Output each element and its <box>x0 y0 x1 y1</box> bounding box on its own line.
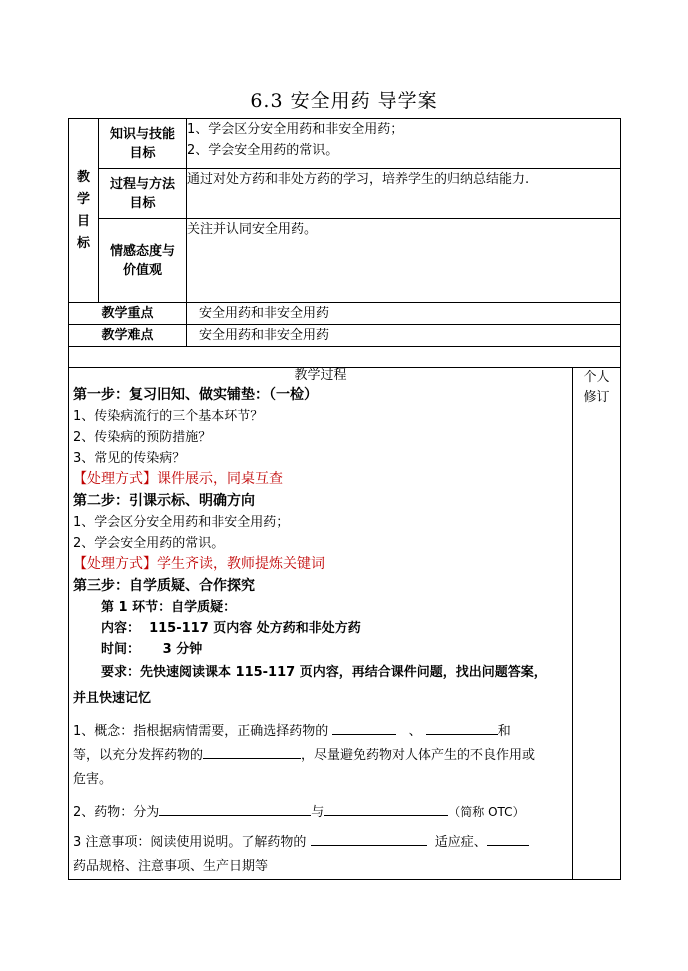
answer-blank[interactable] <box>487 831 529 846</box>
answer-blank[interactable] <box>159 801 311 816</box>
method-tag: 【处理方式】 <box>73 556 157 572</box>
objectives-group-label: 教 学 目 标 <box>69 119 99 303</box>
key-point-row <box>69 303 621 325</box>
key-point-value: 安全用药和非安全用药 <box>187 303 621 325</box>
step1-title: 第一步：复习旧知、做实铺垫：（一检） <box>73 387 318 403</box>
question-3-cont: 药品规格、注意事项、生产日期等 <box>73 859 269 874</box>
objective-label-emotion: 情感态度与 价值观 <box>99 219 187 303</box>
step3-requirement-cont: 并且快速记忆 <box>73 691 152 706</box>
process-cell <box>69 368 573 880</box>
question-3: 3 注意事项：阅读使用说明。了解药物的 适应症、 <box>69 831 572 855</box>
step1-item: 1、传染病流行的三个基本环节？ <box>73 409 264 424</box>
method-tag: 【处理方式】 <box>73 471 157 487</box>
method-text: 课件展示，同桌互查 <box>157 471 283 487</box>
answer-blank[interactable] <box>311 831 427 846</box>
answer-blank[interactable] <box>203 744 301 759</box>
step3-subtitle: 第 1 环节：自学质疑： <box>101 600 237 615</box>
question-1-end: 危害。 <box>73 772 113 787</box>
step3-requirement: 要求：先快速阅读课本 115-117 页内容，再结合课件问题，找出问题答案， <box>101 665 547 680</box>
step2-title: 第二步：引课示标、明确方向 <box>73 493 255 509</box>
step2-method <box>69 554 572 575</box>
difficulty-value: 安全用药和非安全用药 <box>187 325 621 347</box>
objective-label-process: 过程与方法 目标 <box>99 169 187 219</box>
page-title: 6.3 安全用药 导学案 <box>250 90 438 112</box>
step2-item: 1、学会区分安全用药和非安全用药； <box>73 515 290 530</box>
personal-revision-column: 个人 修订 <box>573 368 621 880</box>
difficulty-row <box>69 325 621 347</box>
question-1-cont: 等，以充分发挥药物的 ，尽量避免药物对人体产生的不良作用或 <box>69 744 572 768</box>
step1-item: 3、常见的传染病？ <box>73 451 186 466</box>
objective-row-emotion <box>69 219 621 303</box>
method-text: 学生齐读，教师提炼关键词 <box>157 556 325 572</box>
process-row <box>69 368 621 880</box>
difficulty-label: 教学难点 <box>69 325 187 347</box>
question-1: 1、概念：指根据病情需要，正确选择药物的 、 和 <box>69 720 572 744</box>
step2-item: 2、学会安全用药的常识。 <box>73 536 225 551</box>
objective-content-emotion: 关注并认同安全用药。 <box>187 219 621 303</box>
spacer-row <box>69 347 621 368</box>
objective-row-process <box>69 169 621 219</box>
objective-row-knowledge <box>69 119 621 169</box>
step3-title: 第三步：自学质疑、合作探究 <box>73 578 255 594</box>
objective-content-knowledge: 1、学会区分安全用药和非安全用药； 2、学会安全用药的常识。 <box>187 119 621 169</box>
objective-label-knowledge: 知识与技能 目标 <box>99 119 187 169</box>
process-header: 教学过程 <box>294 368 347 383</box>
step1-method <box>69 469 572 490</box>
question-2: 2、药物：分为 与 （简称 OTC） <box>69 800 572 825</box>
lesson-plan-table <box>68 118 621 880</box>
step3-content: 内容： 115-117 页内容 处方药和非处方药 <box>101 621 361 636</box>
empty-cell <box>69 347 621 368</box>
key-point-label: 教学重点 <box>69 303 187 325</box>
objective-content-process: 通过对处方药和非处方药的学习，培养学生的归纳总结能力. <box>187 169 621 219</box>
answer-blank[interactable] <box>332 720 396 735</box>
step1-item: 2、传染病的预防措施？ <box>73 430 212 445</box>
answer-blank[interactable] <box>426 720 498 735</box>
answer-blank[interactable] <box>324 801 448 816</box>
step3-time: 时间： 3 分钟 <box>101 642 203 657</box>
